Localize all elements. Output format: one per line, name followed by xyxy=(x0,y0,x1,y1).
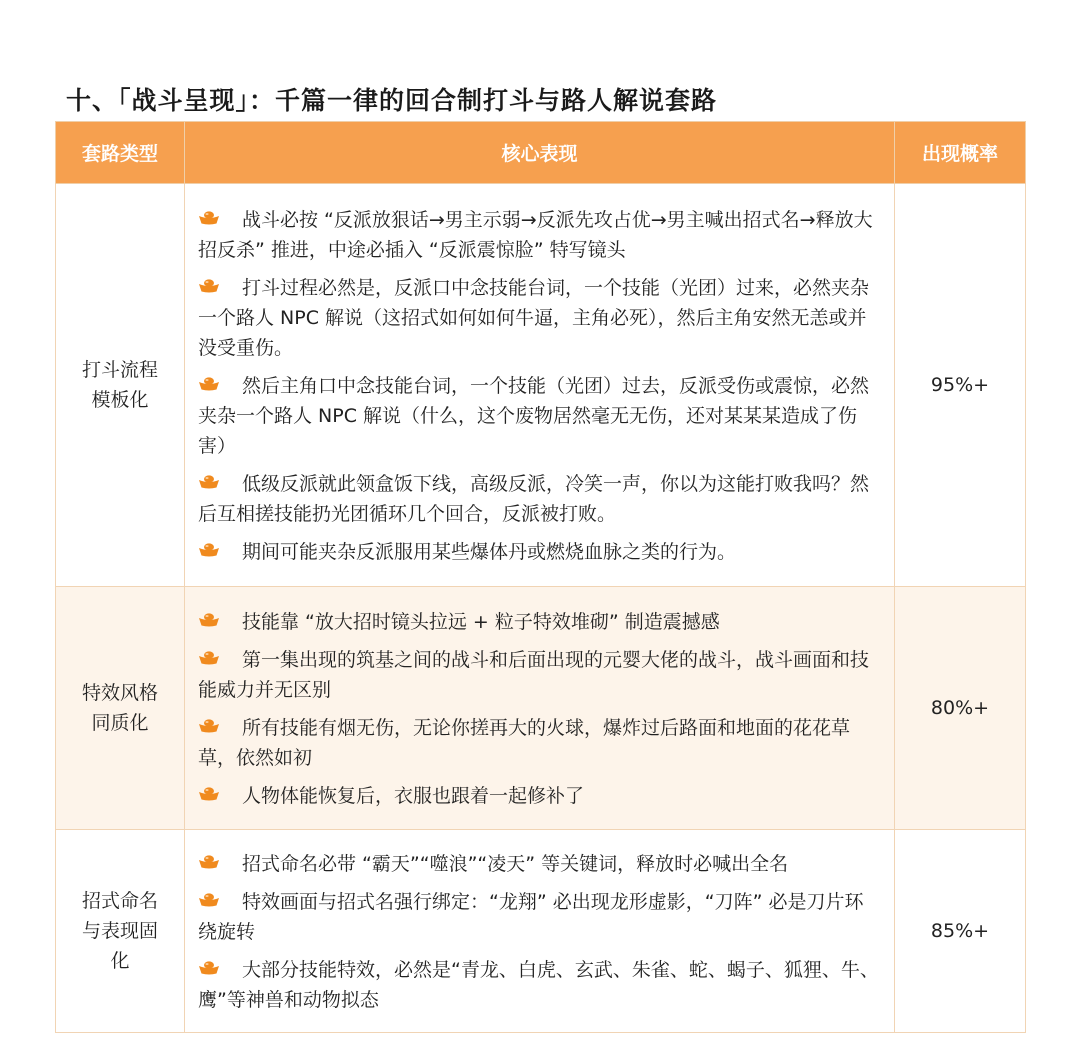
gold-ingot-icon xyxy=(198,542,220,557)
list-item: 战斗必按 “反派放狠话→男主示弱→反派先攻占优→男主喊出招式名→释放大招反杀” 推进，中途必插入 “反派震惊脸” 特写镜头 xyxy=(198,209,873,261)
list-item: 打斗过程必然是，反派口中念技能台词，一个技能（光团）过来，必然夹杂一个路人 NPC 解说（这招式如何如何牛逼，主角必死），然后主角安然无恙或并没受重伤。 xyxy=(198,277,870,359)
gold-ingot-icon xyxy=(198,892,220,907)
list-item: 特效画面与招式名强行绑定：“龙翔” 必出现龙形虚影，“刀阵” 必是刀片环绕旋转 xyxy=(198,891,864,943)
header-core: 核心表现 xyxy=(185,122,895,184)
list-item: 技能靠 “放大招时镜头拉远 + 粒子特效堆砌” 制造震撼感 xyxy=(198,607,882,637)
gold-ingot-icon xyxy=(198,278,220,293)
core-cell xyxy=(185,830,895,1033)
bullet-list xyxy=(198,607,882,811)
gold-ingot-icon xyxy=(198,650,220,665)
gold-ingot-icon xyxy=(198,786,220,801)
gold-ingot-icon xyxy=(198,854,220,869)
list-item: 招式命名必带 “霸天”“噬浪”“凌天” 等关键词，释放时必喊出全名 xyxy=(198,849,882,879)
probability-cell: 95%+ xyxy=(895,184,1026,587)
pattern-table-container xyxy=(55,121,1025,1031)
gold-ingot-icon xyxy=(198,376,220,391)
probability-cell: 80%+ xyxy=(895,587,1026,830)
core-cell xyxy=(185,184,895,587)
gold-ingot-icon xyxy=(198,718,220,733)
list-item: 然后主角口中念技能台词，一个技能（光团）过去，反派受伤或震惊，必然夹杂一个路人 NPC 解说（什么，这个废物居然毫无无伤，还对某某某造成了伤害） xyxy=(198,375,870,457)
gold-ingot-icon xyxy=(198,612,220,627)
table-body xyxy=(56,184,1026,1033)
header-probability: 出现概率 xyxy=(895,122,1026,184)
table-header-row xyxy=(56,122,1026,184)
table-row xyxy=(56,830,1026,1033)
gold-ingot-icon xyxy=(198,960,220,975)
category-cell: 特效风格同质化 xyxy=(56,587,185,830)
list-item: 大部分技能特效，必然是“青龙、白虎、玄武、朱雀、蛇、蝎子、狐狸、牛、鹰”等神兽和动物拟态 xyxy=(198,959,879,1011)
list-item: 第一集出现的筑基之间的战斗和后面出现的元婴大佬的战斗，战斗画面和技能威力并无区别 xyxy=(198,649,870,701)
gold-ingot-icon xyxy=(198,210,220,225)
list-item: 所有技能有烟无伤，无论你搓再大的火球，爆炸过后路面和地面的花花草草，依然如初 xyxy=(198,717,851,769)
category-cell: 打斗流程模板化 xyxy=(56,184,185,587)
bullet-list xyxy=(198,205,882,567)
header-category: 套路类型 xyxy=(56,122,185,184)
core-cell xyxy=(185,587,895,830)
gold-ingot-icon xyxy=(198,474,220,489)
table-row xyxy=(56,184,1026,587)
probability-cell: 85%+ xyxy=(895,830,1026,1033)
list-item: 期间可能夹杂反派服用某些爆体丹或燃烧血脉之类的行为。 xyxy=(198,537,882,567)
pattern-table xyxy=(55,121,1026,1033)
page-title: 十、「战斗呈现」：千篇一律的回合制打斗与路人解说套路 xyxy=(66,85,718,115)
list-item: 低级反派就此领盒饭下线，高级反派，冷笑一声，你以为这能打败我吗？然后互相搓技能扔光团循环几个回合，反派被打败。 xyxy=(198,473,870,525)
table-row xyxy=(56,587,1026,830)
bullet-list xyxy=(198,849,882,1015)
list-item: 人物体能恢复后，衣服也跟着一起修补了 xyxy=(198,781,882,811)
category-cell: 招式命名与表现固化 xyxy=(56,830,185,1033)
